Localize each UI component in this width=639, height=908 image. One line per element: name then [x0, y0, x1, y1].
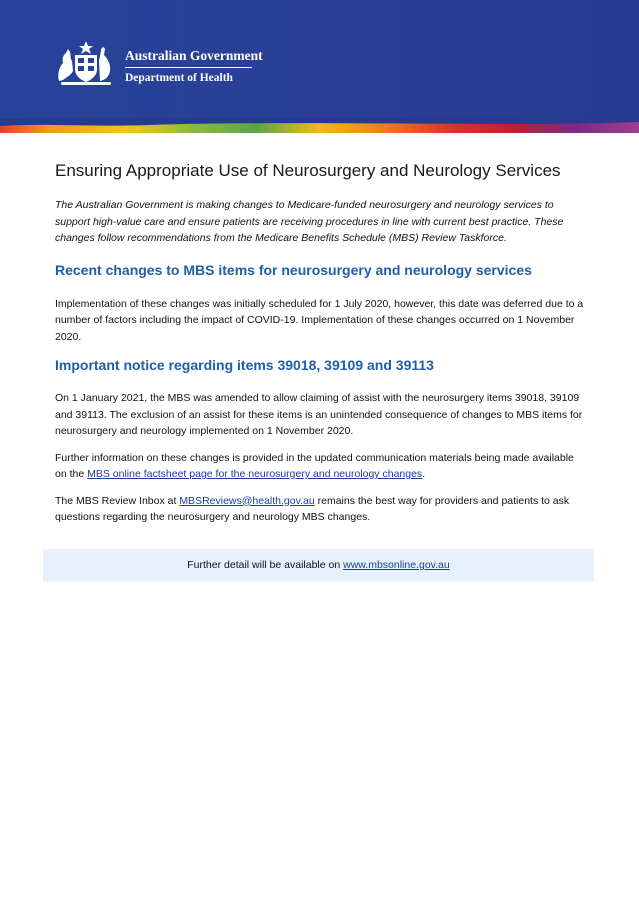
intro-paragraph: The Australian Government is making changes to Medicare-funded neurosurgery and neurology services to support high-value care and ensure patients are receiving procedures in line with current best practice. These changes follow recommendations from the Medicare Benefits Schedule (MBS) Review Taskforce. [55, 199, 564, 244]
further-information-end: . [422, 468, 426, 480]
notice-text: Further detail will be available on [187, 559, 344, 571]
header-banner [0, 0, 639, 133]
further-information-text: Further information on these changes is provided in the updated communication materials being made available on the [55, 451, 574, 480]
mbsonline-link[interactable]: www.mbsonline.gov.au [343, 559, 450, 571]
review-inbox-text-end: remains the best way for providers and patients to ask questions regarding the neurosurgery and neurology MBS changes. [55, 494, 570, 523]
review-inbox-email-link[interactable]: MBSReviews@health.gov.au [179, 494, 315, 507]
section-heading-recent-changes: Recent changes to MBS items for neurosurgery and neurology services [55, 261, 532, 278]
review-inbox-paragraph [55, 493, 585, 526]
government-name: Australian Government [125, 48, 263, 63]
further-detail-notice [43, 549, 594, 582]
colour-band [0, 118, 639, 133]
review-inbox-text: The MBS Review Inbox at [55, 494, 180, 507]
factsheet-link[interactable]: MBS online factsheet page for the neurosurgery and neurology changes [87, 468, 423, 480]
further-information-paragraph [55, 450, 585, 483]
department-name: Department of Health [125, 72, 233, 84]
logo-divider [125, 67, 252, 68]
government-logo [53, 37, 263, 89]
coat-of-arms-icon [53, 37, 119, 87]
section-heading-important-notice: Important notice regarding items 39018, 39109 and 39113 [55, 357, 434, 373]
document-body [55, 160, 585, 526]
page-title: Ensuring Appropriate Use of Neurosurgery and Neurology Services [55, 161, 561, 180]
important-notice-paragraph: On 1 January 2021, the MBS was amended to allow claiming of assist with the neurosurgery items 39018, 39109 and 39113. The exclusion of an assist for these items is an unintended consequence of changes to MBS items for neurosurgery and neurology implemented on 1 November 2020. [55, 392, 583, 437]
recent-changes-paragraph: Implementation of these changes was initially scheduled for 1 July 2020, however, this date was deferred due to a number of factors including the impact of COVID-19. Implementation of these changes occurred on 1 November 2020. [55, 297, 584, 343]
organisation-name [125, 48, 263, 85]
